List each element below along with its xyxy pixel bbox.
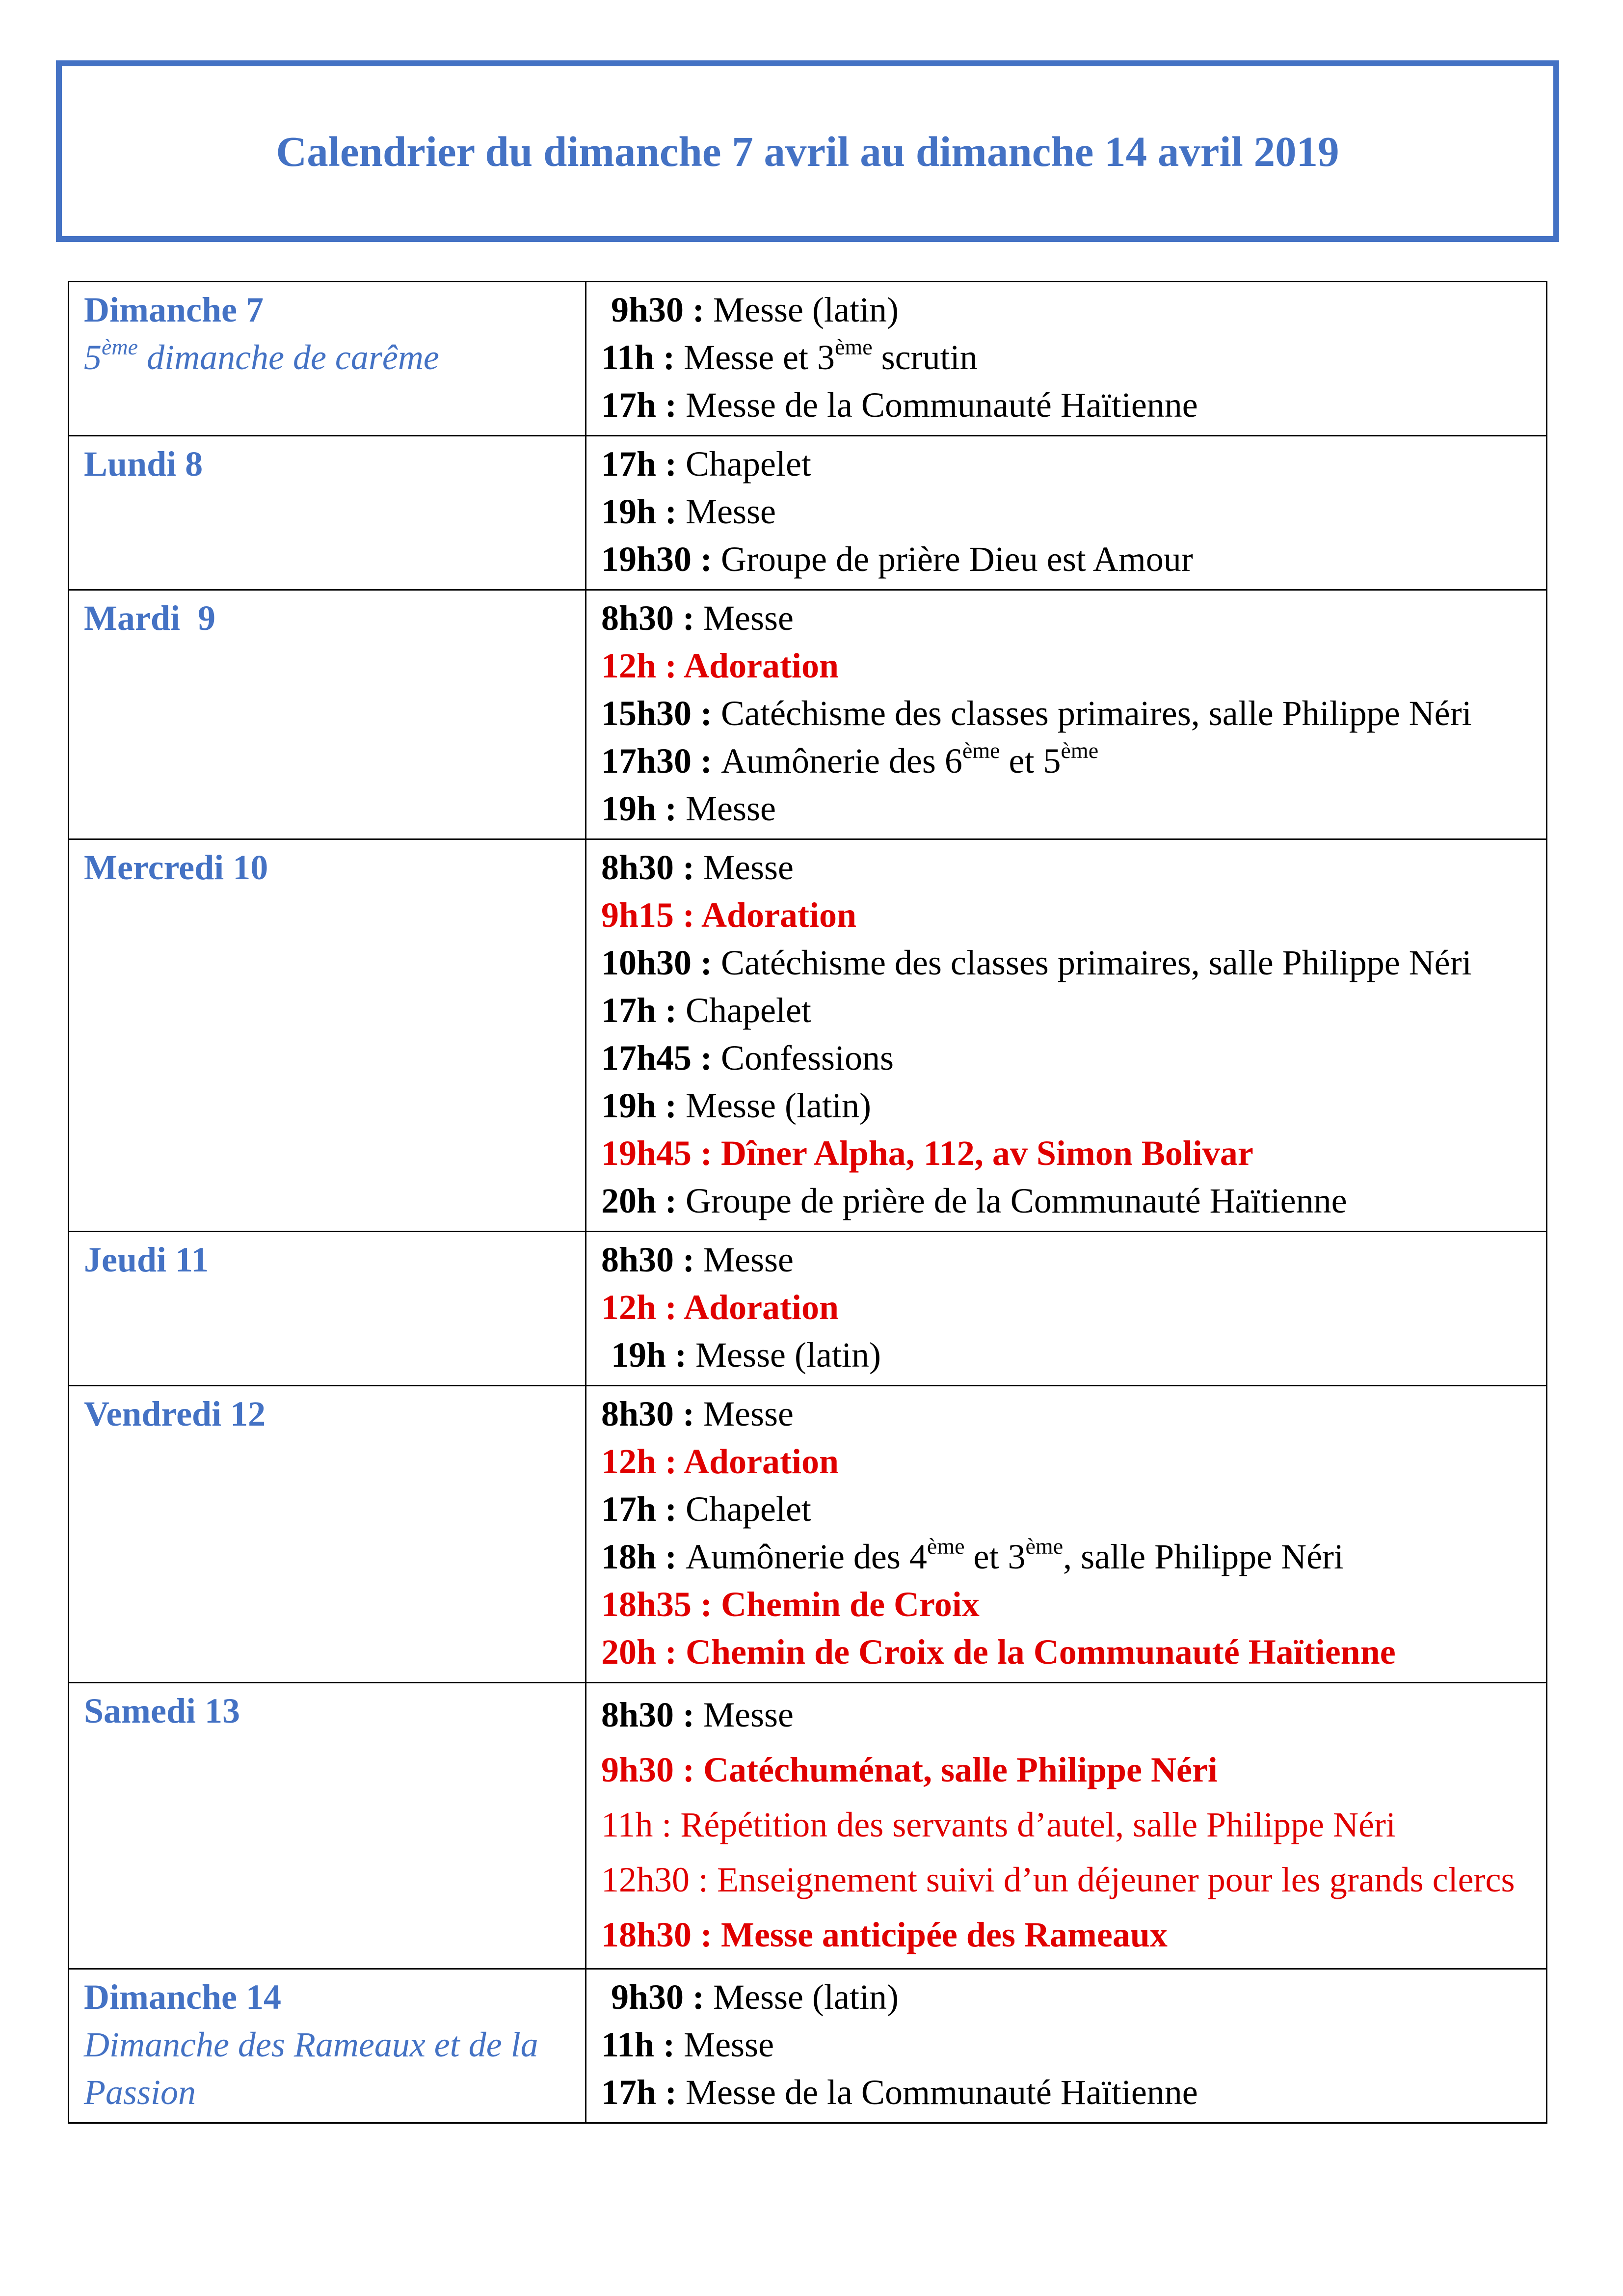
event-separator: :	[656, 444, 686, 484]
event-separator: :	[656, 492, 686, 531]
event-line	[601, 334, 1539, 381]
event-sup: ème	[835, 334, 873, 359]
event-line-highlight: 12h : Adoration	[601, 1288, 839, 1327]
event-time: 17h45	[601, 1038, 692, 1078]
event-time: 19h	[601, 1086, 657, 1125]
event-text: Messe (latin)	[686, 1086, 871, 1125]
event-time: 8h30	[601, 1695, 674, 1734]
event-text: Messe	[686, 492, 776, 531]
day-cell	[69, 839, 586, 1232]
event-time: 10h30	[601, 943, 692, 982]
event-time: 9h30	[611, 290, 684, 329]
event-line	[601, 286, 1539, 334]
day-row-jeudi-11	[69, 1232, 1547, 1386]
event-line	[601, 1390, 1539, 1438]
event-line-highlight: 19h45 : Dîner Alpha, 112, av Simon Bolivar	[601, 1134, 1253, 1173]
event-text: Confessions	[721, 1038, 894, 1078]
event-text: Groupe de prière Dieu est Amour	[721, 540, 1193, 579]
day-subtitle: Dimanche des Rameaux et de la Passion	[84, 2025, 538, 2112]
event-text-mid: et 3	[964, 1537, 1026, 1576]
event-time: 15h30	[601, 694, 692, 733]
event-text: Messe de la Communauté Haïtienne	[686, 2073, 1198, 2112]
event-line	[601, 1082, 1539, 1130]
events-cell	[586, 1683, 1547, 1969]
event-line	[601, 1177, 1539, 1225]
events-cell	[586, 282, 1547, 436]
event-time: 19h	[601, 789, 657, 828]
event-separator: :	[674, 848, 704, 887]
events-cell	[586, 839, 1547, 1232]
event-line-highlight: 12h : Adoration	[601, 646, 839, 685]
event-time: 19h	[601, 492, 657, 531]
event-separator: :	[654, 338, 684, 377]
events-cell	[586, 436, 1547, 590]
event-time: 9h30	[611, 1977, 684, 2017]
event-text: Messe	[703, 1695, 794, 1734]
event-line	[601, 1687, 1539, 1742]
event-text: Messe de la Communauté Haïtienne	[686, 385, 1198, 425]
day-name: Jeudi 11	[84, 1240, 209, 1279]
title-box	[56, 60, 1559, 242]
event-line	[601, 939, 1539, 987]
event-line-highlight: 18h35 : Chemin de Croix	[601, 1585, 980, 1624]
event-sup: ème	[1061, 738, 1099, 763]
day-row-mardi-9	[69, 590, 1547, 839]
event-line-highlight: 20h : Chemin de Croix de la Communauté Haïtienne	[601, 1632, 1396, 1672]
day-row-dimanche-14	[69, 1969, 1547, 2123]
event-line	[601, 1236, 1539, 1284]
event-separator: :	[692, 1038, 721, 1078]
event-line-highlight: 18h30 : Messe anticipée des Rameaux	[601, 1915, 1168, 1954]
event-line	[601, 2021, 1539, 2069]
event-line-highlight: 9h30 : Catéchuménat, salle Philippe Néri	[601, 1750, 1218, 1789]
day-name: Mercredi 10	[84, 848, 268, 887]
event-separator: :	[656, 1086, 686, 1125]
event-line	[601, 1331, 1539, 1379]
event-separator: :	[692, 694, 721, 733]
day-cell	[69, 1969, 586, 2123]
event-time: 17h30	[601, 741, 692, 781]
event-sup: ème	[927, 1534, 965, 1559]
event-separator: :	[692, 540, 721, 579]
day-cell	[69, 1683, 586, 1969]
event-text: Chapelet	[686, 1489, 811, 1529]
day-subtitle	[84, 334, 578, 381]
event-line-highlight: 12h : Adoration	[601, 1442, 839, 1481]
event-text: Aumônerie des 6	[721, 741, 962, 781]
event-text-after: scrutin	[872, 338, 978, 377]
event-line	[601, 1486, 1539, 1533]
event-separator: :	[656, 385, 686, 425]
day-name: Lundi 8	[84, 444, 203, 484]
event-separator: :	[684, 290, 714, 329]
event-separator: :	[656, 789, 686, 828]
day-subtitle-text: dimanche de carême	[138, 338, 439, 377]
day-row-dimanche-7	[69, 282, 1547, 436]
event-text-after: , salle Philippe Néri	[1063, 1537, 1344, 1576]
event-line-highlight: 12h30 : Enseignement suivi d’un déjeuner pour les grands clercs	[601, 1860, 1515, 1899]
event-separator: :	[674, 1394, 704, 1433]
event-separator: :	[656, 1489, 686, 1529]
event-time: 8h30	[601, 1394, 674, 1433]
day-name: Dimanche 14	[84, 1977, 281, 2017]
event-text: Messe	[686, 789, 776, 828]
event-separator: :	[656, 2073, 686, 2112]
event-time: 11h	[601, 338, 655, 377]
day-name: Mardi 9	[84, 598, 215, 638]
event-time: 19h30	[601, 540, 692, 579]
event-line	[601, 1533, 1539, 1581]
event-text: Chapelet	[686, 444, 811, 484]
event-text: Chapelet	[686, 991, 811, 1030]
event-separator: :	[654, 2025, 684, 2064]
events-cell	[586, 1386, 1547, 1683]
event-separator: :	[692, 741, 721, 781]
event-time: 17h	[601, 385, 657, 425]
event-line	[601, 440, 1539, 488]
day-cell	[69, 282, 586, 436]
event-text: Messe	[703, 1394, 794, 1433]
event-line	[601, 2069, 1539, 2116]
event-sup: ème	[1025, 1534, 1064, 1559]
event-text: Messe (latin)	[713, 1977, 899, 2017]
day-row-mercredi-10	[69, 839, 1547, 1232]
event-time: 8h30	[601, 848, 674, 887]
event-time: 17h	[601, 444, 657, 484]
day-cell	[69, 1386, 586, 1683]
event-line	[601, 987, 1539, 1034]
day-row-samedi-13	[69, 1683, 1547, 1969]
event-separator: :	[656, 991, 686, 1030]
event-time: 11h	[601, 2025, 655, 2064]
day-subtitle-number: 5	[84, 338, 102, 377]
event-text: Catéchisme des classes primaires, salle Philippe Néri	[721, 694, 1472, 733]
event-separator: :	[674, 598, 704, 638]
day-name: Dimanche 7	[84, 290, 264, 329]
event-sup: ème	[962, 738, 1000, 763]
event-text: Messe	[684, 2025, 774, 2064]
day-cell	[69, 1232, 586, 1386]
day-subtitle-sup: ème	[102, 334, 138, 359]
event-time: 8h30	[601, 598, 674, 638]
event-text: Messe et 3	[684, 338, 835, 377]
day-name: Vendredi 12	[84, 1394, 266, 1433]
event-line	[601, 536, 1539, 583]
event-line	[601, 381, 1539, 429]
event-separator: :	[666, 1335, 696, 1375]
event-time: 8h30	[601, 1240, 674, 1279]
day-cell	[69, 436, 586, 590]
event-time: 17h	[601, 1489, 657, 1529]
event-line	[601, 488, 1539, 536]
event-text: Messe	[703, 598, 794, 638]
event-line	[601, 690, 1539, 737]
event-line	[601, 1973, 1539, 2021]
event-separator: :	[674, 1695, 704, 1734]
day-cell	[69, 590, 586, 839]
day-row-lundi-8	[69, 436, 1547, 590]
event-time: 18h	[601, 1537, 657, 1576]
event-text: Messe (latin)	[695, 1335, 881, 1375]
event-time: 17h	[601, 991, 657, 1030]
event-text: Messe	[703, 1240, 794, 1279]
event-line	[601, 1034, 1539, 1082]
event-line	[601, 785, 1539, 833]
day-row-vendredi-12	[69, 1386, 1547, 1683]
event-text-mid: et 5	[1000, 741, 1061, 781]
event-text: Groupe de prière de la Communauté Haïtienne	[686, 1181, 1347, 1220]
event-separator: :	[684, 1977, 714, 2017]
event-line-highlight: 11h : Répétition des servants d’autel, salle Philippe Néri	[601, 1805, 1396, 1844]
event-separator: :	[692, 943, 721, 982]
event-line-highlight: 9h15 : Adoration	[601, 895, 857, 935]
event-line	[601, 594, 1539, 642]
events-cell	[586, 590, 1547, 839]
event-separator: :	[656, 1181, 686, 1220]
event-separator: :	[656, 1537, 686, 1576]
schedule-table	[68, 281, 1547, 2124]
event-time: 17h	[601, 2073, 657, 2112]
day-name: Samedi 13	[84, 1691, 240, 1730]
events-cell	[586, 1969, 1547, 2123]
event-line	[601, 737, 1539, 785]
event-separator: :	[674, 1240, 704, 1279]
event-text: Messe (latin)	[713, 290, 899, 329]
event-text: Messe	[703, 848, 794, 887]
event-text: Aumônerie des 4	[686, 1537, 927, 1576]
event-text: Catéchisme des classes primaires, salle Philippe Néri	[721, 943, 1472, 982]
events-cell	[586, 1232, 1547, 1386]
event-line	[601, 844, 1539, 891]
page-title: Calendrier du dimanche 7 avril au dimanche 14 avril 2019	[276, 127, 1339, 175]
event-time: 20h	[601, 1181, 657, 1220]
event-time: 19h	[611, 1335, 666, 1375]
